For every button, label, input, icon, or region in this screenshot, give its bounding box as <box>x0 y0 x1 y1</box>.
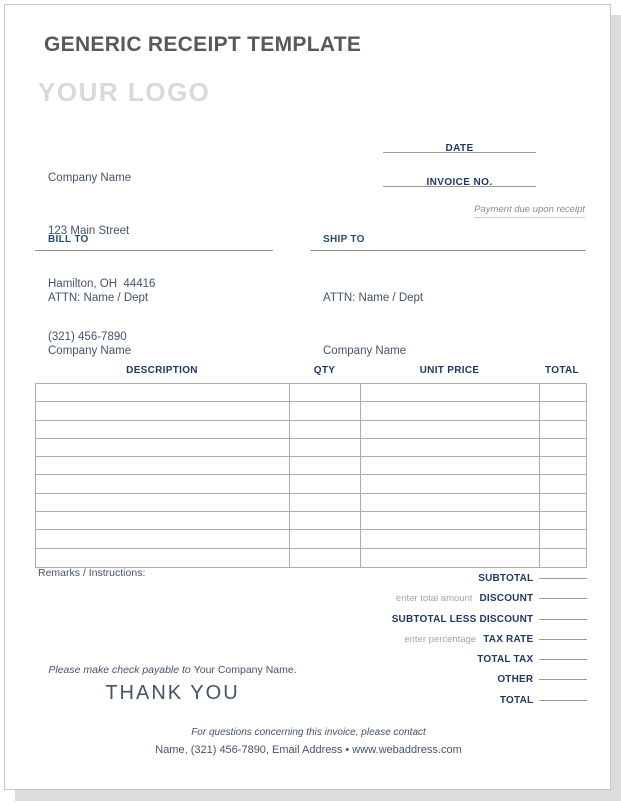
cell-qty[interactable] <box>290 512 361 529</box>
cell-unit-price[interactable] <box>361 439 540 456</box>
total-label: TOTAL <box>499 694 534 706</box>
cell-unit-price[interactable] <box>361 475 540 492</box>
cell-qty[interactable] <box>290 475 361 492</box>
company-city: Hamilton, OH 44416 <box>48 277 156 290</box>
cell-total[interactable] <box>540 512 586 529</box>
cell-qty[interactable] <box>290 457 361 474</box>
company-phone: (321) 456-7890 <box>48 330 127 343</box>
cell-description[interactable] <box>36 421 290 438</box>
items-table-body <box>35 383 587 568</box>
cell-qty[interactable] <box>290 439 361 456</box>
cell-description[interactable] <box>36 512 290 529</box>
tax-rate-value-field[interactable] <box>539 626 587 640</box>
subtotal-less-discount-label: SUBTOTAL LESS DISCOUNT <box>391 613 534 625</box>
total-row-other <box>285 666 587 686</box>
cell-total[interactable] <box>540 457 586 474</box>
subtotal-value-field[interactable] <box>539 565 587 579</box>
total-tax-value-field[interactable] <box>539 646 587 660</box>
table-row <box>36 457 586 475</box>
cell-unit-price[interactable] <box>361 494 540 511</box>
cell-total[interactable] <box>540 402 586 419</box>
bill-to-company: Company Name <box>48 344 132 357</box>
cell-total[interactable] <box>540 421 586 438</box>
cell-description[interactable] <box>36 530 290 547</box>
check-note-company: Your Company Name. <box>193 664 297 676</box>
date-label: DATE <box>445 143 474 154</box>
total-row-discount <box>285 585 587 605</box>
cell-total[interactable] <box>540 475 586 492</box>
cell-qty[interactable] <box>290 384 361 401</box>
tax-rate-hint: enter percentage <box>404 633 477 645</box>
subtotal-label: SUBTOTAL <box>478 573 534 584</box>
table-row <box>36 384 586 402</box>
cell-description[interactable] <box>36 494 290 511</box>
items-table <box>35 365 587 568</box>
cell-total[interactable] <box>540 439 586 456</box>
total-row-tax-rate <box>285 626 587 646</box>
table-row <box>36 439 586 457</box>
cell-qty[interactable] <box>290 402 361 419</box>
footer-contact-intro: For questions concerning this invoice, please contact <box>191 727 426 738</box>
cell-unit-price[interactable] <box>361 457 540 474</box>
cell-description[interactable] <box>36 549 290 567</box>
table-row <box>36 475 586 493</box>
col-header-total: TOTAL <box>545 365 579 376</box>
cell-description[interactable] <box>36 402 290 419</box>
cell-description[interactable] <box>36 384 290 401</box>
other-label: OTHER <box>497 674 534 686</box>
cell-description[interactable] <box>36 439 290 456</box>
total-row-subtotal-less-discount <box>285 606 587 626</box>
discount-hint: enter total amount <box>395 593 473 605</box>
col-header-qty: QTY <box>313 365 336 376</box>
items-table-header <box>35 365 587 383</box>
cell-total[interactable] <box>540 494 586 511</box>
cell-unit-price[interactable] <box>361 402 540 419</box>
other-value-field[interactable] <box>539 666 587 680</box>
total-row-total-tax <box>285 646 587 666</box>
logo-placeholder: YOUR LOGO <box>38 77 211 107</box>
discount-value-field[interactable] <box>539 585 587 599</box>
tax-rate-label: TAX RATE <box>483 633 534 645</box>
invoice-no-label: INVOICE NO. <box>426 177 493 188</box>
bill-to-heading: BILL TO <box>35 234 273 251</box>
cell-unit-price[interactable] <box>361 530 540 547</box>
totals-section <box>285 565 587 707</box>
footer-contact-details: Name, (321) 456-7890, Email Address • www.webaddress.com <box>155 744 462 756</box>
ship-to-attn: ATTN: Name / Dept <box>323 292 424 305</box>
cell-qty[interactable] <box>290 494 361 511</box>
ship-to-company: Company Name <box>323 344 407 357</box>
check-note-italic: Please make check payable to <box>48 664 194 676</box>
cell-unit-price[interactable] <box>361 384 540 401</box>
table-row <box>36 421 586 439</box>
remarks-input-area[interactable] <box>38 583 288 661</box>
page-title: GENERIC RECEIPT TEMPLATE <box>44 33 362 56</box>
total-value-field[interactable] <box>539 687 587 701</box>
table-row <box>36 512 586 530</box>
subtotal-less-discount-value-field[interactable] <box>539 606 587 620</box>
col-header-description: DESCRIPTION <box>126 365 198 376</box>
payment-terms-note: Payment due upon receipt <box>335 204 585 215</box>
discount-label: DISCOUNT <box>479 593 534 605</box>
remarks-label: Remarks / Instructions: <box>38 567 146 579</box>
cell-total[interactable] <box>540 384 586 401</box>
check-payable-note <box>40 664 305 676</box>
ship-to-heading: SHIP TO <box>310 234 586 251</box>
total-row-total <box>285 687 587 707</box>
total-row-subtotal <box>285 565 587 585</box>
bill-to-attn: ATTN: Name / Dept <box>48 292 149 305</box>
company-street: 123 Main Street <box>48 224 130 237</box>
cell-total[interactable] <box>540 530 586 547</box>
table-row <box>36 402 586 420</box>
company-name: Company Name <box>48 172 132 185</box>
cell-description[interactable] <box>36 457 290 474</box>
cell-qty[interactable] <box>290 530 361 547</box>
cell-unit-price[interactable] <box>361 421 540 438</box>
cell-description[interactable] <box>36 475 290 492</box>
total-tax-label: TOTAL TAX <box>477 654 534 666</box>
cell-qty[interactable] <box>290 421 361 438</box>
receipt-page <box>4 4 611 790</box>
cell-unit-price[interactable] <box>361 512 540 529</box>
table-row <box>36 530 586 548</box>
date-field[interactable] <box>383 138 536 153</box>
thank-you-text: THANK YOU <box>105 682 240 704</box>
col-header-unit-price: UNIT PRICE <box>419 365 480 376</box>
invoice-no-field[interactable] <box>383 172 536 187</box>
table-row <box>36 494 586 512</box>
